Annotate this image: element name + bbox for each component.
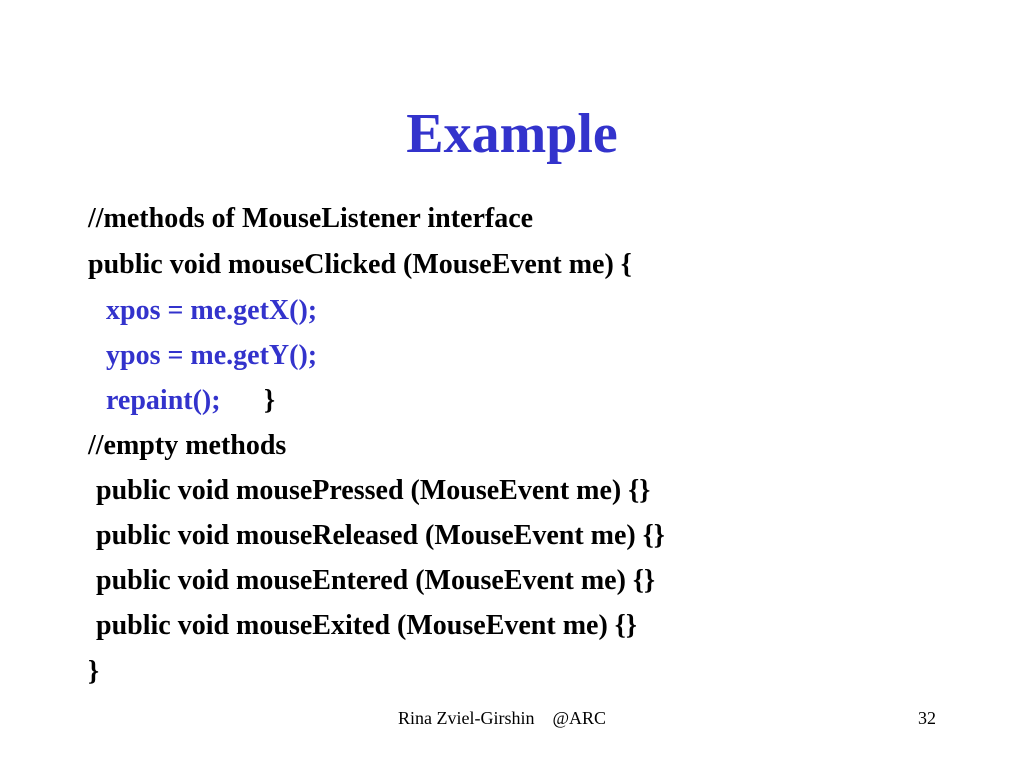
code-method-line: public void mousePressed (MouseEvent me) {} <box>96 475 651 506</box>
code-closing-brace: } <box>264 385 276 416</box>
code-body-line: xpos = me.getX(); <box>106 295 318 326</box>
footer-author: Rina Zviel-Girshin @ARC <box>398 708 607 728</box>
code-body-line: ypos = me.getY(); <box>106 340 318 371</box>
code-comment-line: //methods of MouseListener interface <box>88 203 534 234</box>
footer-page-number: 32 <box>918 708 936 728</box>
code-method-line: public void mouseEntered (MouseEvent me) {} <box>96 565 655 596</box>
code-comment-line: //empty methods <box>88 430 287 461</box>
code-method-signature-line: public void mouseClicked (MouseEvent me) { <box>88 249 632 280</box>
code-method-line: public void mouseExited (MouseEvent me) {} <box>96 610 637 641</box>
slide-title: Example <box>406 103 618 165</box>
code-body-line: repaint(); <box>106 385 221 416</box>
code-method-line: public void mouseReleased (MouseEvent me) {} <box>96 520 665 551</box>
code-closing-brace: } <box>88 656 100 687</box>
